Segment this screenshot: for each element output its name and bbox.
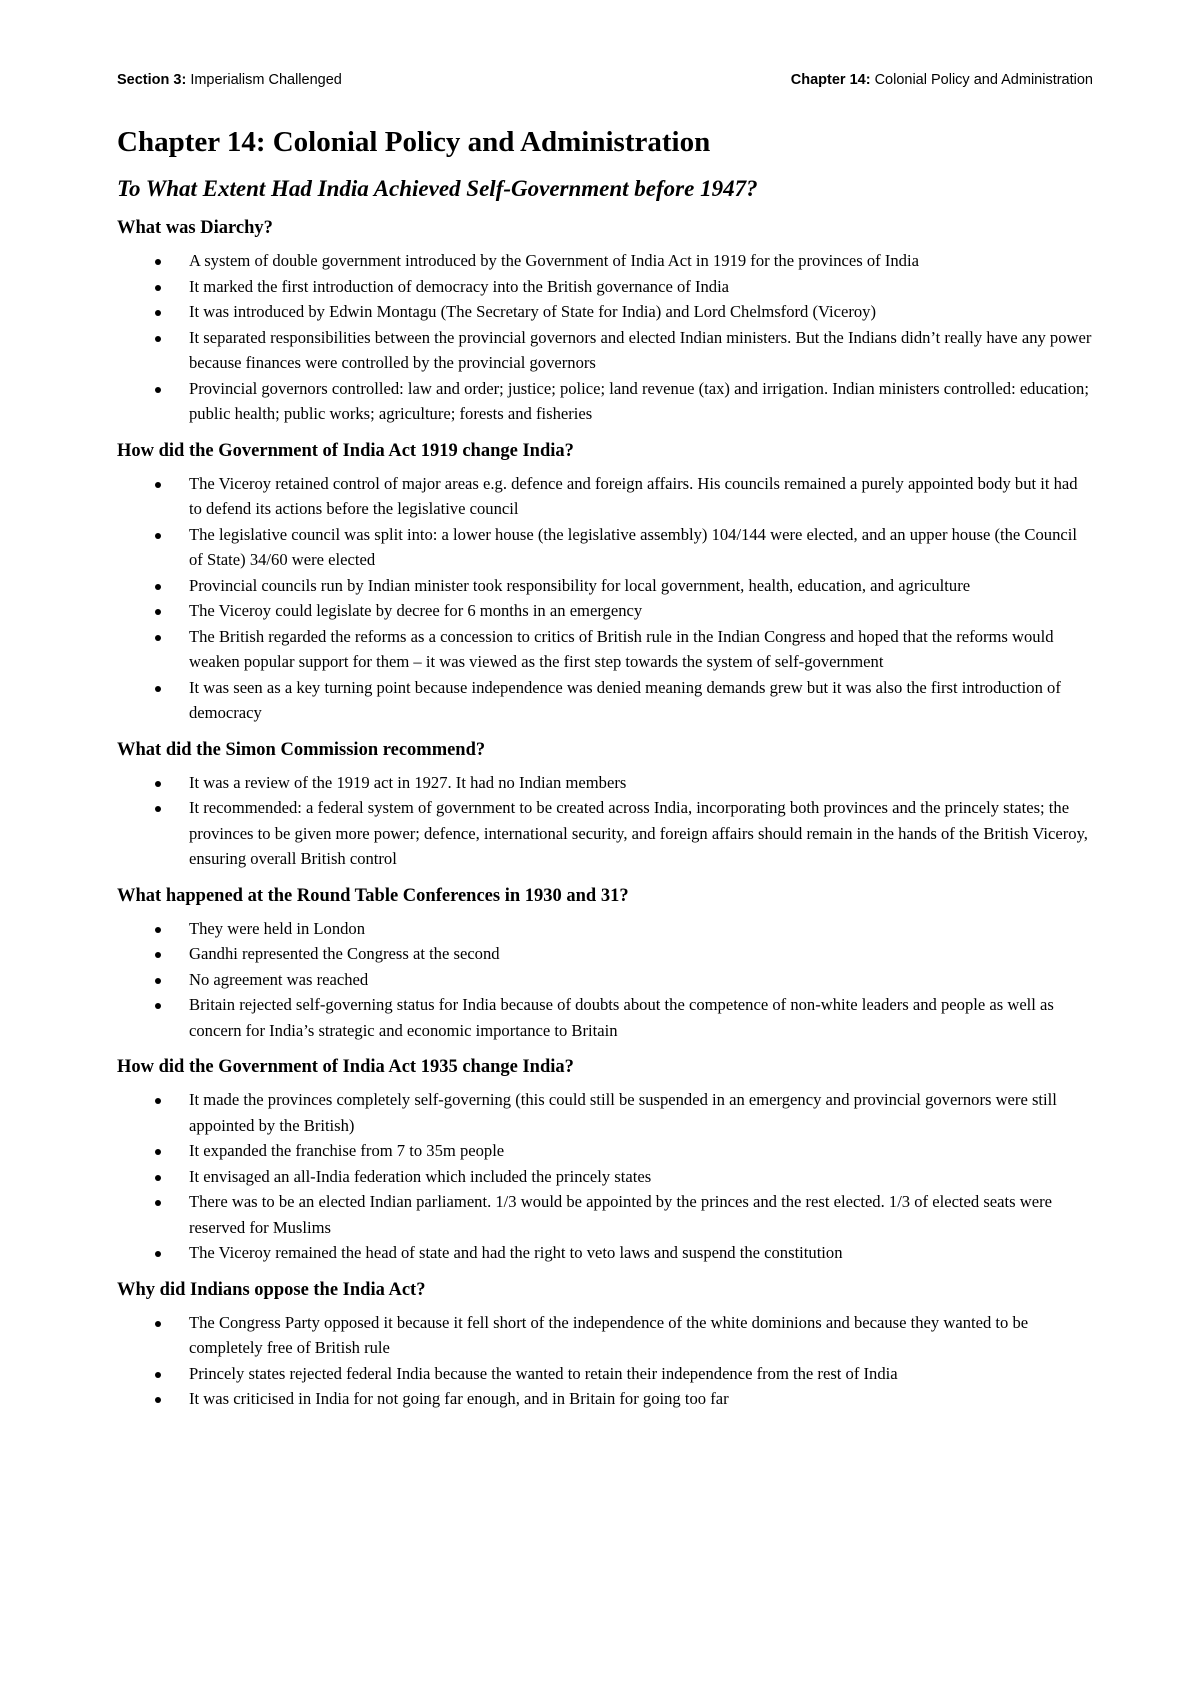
bullet-item [117, 1164, 1093, 1190]
bullet-item [117, 1240, 1093, 1266]
bullet-item [117, 573, 1093, 599]
bullet-text: The legislative council was split into: a lower house (the legislative assembly) 104/144 were elected, and an upper house (the Council of State) 34/60 were elected [189, 524, 1077, 569]
header-right [791, 70, 1093, 90]
bullet-text: The Viceroy remained the head of state and had the right to veto laws and suspend the constitution [189, 1243, 843, 1262]
bullet-item [117, 770, 1093, 796]
bullet-dot-icon [155, 635, 161, 641]
section-heading: How did the Government of India Act 1935 change India? [117, 1057, 574, 1077]
bullet-text: It envisaged an all-India federation which included the princely states [189, 1166, 652, 1186]
bullet-dot-icon [155, 1200, 161, 1206]
bullet-text: It recommended: a federal system of government to be created across India, incorporating both provinces and the princely states; the provinces to be given more power; defence, international security, and foreign affairs should remain in the hands of the British Viceroy, ensuring overall British control [189, 798, 1088, 868]
bullet-dot-icon [155, 336, 161, 342]
bullet-item [117, 624, 1093, 675]
bullet-item [117, 522, 1093, 573]
bullet-item [117, 941, 1093, 967]
bullet-text: It made the provinces completely self-governing (this could still be suspended in an emergency and provincial governors were still appointed by the British) [189, 1090, 1057, 1135]
bullet-list [117, 770, 1093, 872]
bullet-dot-icon [155, 310, 161, 316]
bullet-dot-icon [155, 387, 161, 393]
section-heading: What was Diarchy? [117, 218, 273, 238]
section-heading: What happened at the Round Table Conferences in 1930 and 31? [117, 885, 629, 906]
bullet-item [117, 274, 1093, 300]
bullet-list [117, 916, 1093, 1044]
bullet-item [117, 992, 1093, 1043]
section [117, 884, 1093, 1044]
bullet-text: The Viceroy retained control of major areas e.g. defence and foreign affairs. His councils remained a purely appointed body but it had to defend its actions before the legislative council [189, 473, 1078, 518]
bullet-text: It was criticised in India for not going far enough, and in Britain for going too far [189, 1389, 729, 1408]
section [117, 216, 1093, 427]
bullet-dot-icon [155, 1251, 161, 1257]
bullet-item [117, 325, 1093, 376]
bullet-list [117, 1087, 1093, 1266]
running-header [117, 70, 1093, 90]
bullet-list [117, 1310, 1093, 1412]
bullet-dot-icon [155, 1003, 161, 1009]
bullet-text: Princely states rejected federal India because the wanted to retain their independence from the rest of India [189, 1363, 898, 1383]
bullet-item [117, 248, 1093, 274]
bullet-dot-icon [155, 686, 161, 692]
bullet-text: There was to be an elected Indian parliament. 1/3 would be appointed by the princes and the rest elected. 1/3 of elected seats were reserved for Muslims [189, 1192, 1052, 1237]
chapter-title: Chapter 14: Colonial Policy and Administration [117, 126, 711, 158]
bullet-dot-icon [155, 1397, 161, 1403]
bullet-item [117, 598, 1093, 624]
bullet-text: It was a review of the 1919 act in 1927. It had no Indian members [189, 772, 627, 792]
bullet-dot-icon [155, 1175, 161, 1181]
header-section-title: Imperialism Challenged [186, 72, 342, 88]
header-section-label: Section 3: [117, 72, 187, 88]
bullet-text: Gandhi represented the Congress at the second [189, 944, 500, 963]
bullet-text: It was introduced by Edwin Montagu (The Secretary of State for India) and Lord Chelmsford (Viceroy) [189, 302, 876, 321]
bullet-item [117, 1386, 1093, 1412]
header-chapter-label: Chapter 14: [790, 72, 871, 88]
bullet-item [117, 1138, 1093, 1164]
bullet-list [117, 248, 1093, 427]
bullet-text: The Congress Party opposed it because it fell short of the independence of the white dominions and because they wanted to be completely free of British rule [189, 1312, 1029, 1357]
bullet-item [117, 1189, 1093, 1240]
bullet-text: Provincial councils run by Indian minister took responsibility for local government, health, education, and agriculture [189, 575, 971, 595]
bullet-item [117, 471, 1093, 522]
bullet-item [117, 376, 1093, 427]
section-heading: What did the Simon Commission recommend? [117, 739, 486, 760]
bullet-list [117, 471, 1093, 726]
section-heading: How did the Government of India Act 1919 change India? [117, 440, 574, 461]
bullet-dot-icon [155, 1321, 161, 1327]
section [117, 738, 1093, 872]
bullet-text: Britain rejected self-governing status for India because of doubts about the competence of non-white leaders and people as well as concern for India’s strategic and economic importance to Britain [189, 995, 1054, 1040]
bullet-dot-icon [155, 285, 161, 291]
bullet-item [117, 795, 1093, 872]
chapter-subtitle: To What Extent Had India Achieved Self-Government before 1947? [117, 176, 758, 201]
bullet-text: A system of double government introduced by the Government of India Act in 1919 for the provinces of India [189, 251, 919, 270]
section-heading: Why did Indians oppose the India Act? [117, 1279, 426, 1300]
bullet-item [117, 1361, 1093, 1387]
bullet-item [117, 967, 1093, 993]
bullet-text: Provincial governors controlled: law and order; justice; police; land revenue (tax) and irrigation. Indian ministers controlled: education; public health; public works; agriculture; forests and fisheries [189, 378, 1089, 423]
bullet-dot-icon [155, 806, 161, 812]
header-left [117, 70, 342, 90]
bullet-text: No agreement was reached [189, 969, 369, 989]
bullet-dot-icon [155, 259, 161, 265]
bullet-item [117, 916, 1093, 942]
bullet-dot-icon [155, 927, 161, 933]
bullet-dot-icon [155, 584, 161, 590]
bullet-dot-icon [155, 952, 161, 958]
bullet-dot-icon [155, 781, 161, 787]
section [117, 1278, 1093, 1412]
sections-container [117, 216, 1093, 1412]
header-chapter-title: Colonial Policy and Administration [870, 72, 1093, 88]
bullet-text: They were held in London [189, 918, 366, 938]
bullet-dot-icon [155, 609, 161, 615]
bullet-item [117, 1310, 1093, 1361]
bullet-dot-icon [155, 1098, 161, 1104]
bullet-item [117, 675, 1093, 726]
bullet-item [117, 299, 1093, 325]
document-page [117, 70, 1093, 1412]
bullet-text: It was seen as a key turning point because independence was denied meaning demands grew but it was also the first introduction of democracy [189, 677, 1061, 722]
bullet-text: The Viceroy could legislate by decree for 6 months in an emergency [189, 601, 643, 620]
bullet-dot-icon [155, 1149, 161, 1155]
bullet-dot-icon [155, 533, 161, 539]
bullet-text: It separated responsibilities between the provincial governors and elected Indian ministers. But the Indians didn’t really have any power because finances were controlled by the provincial governors [189, 327, 1092, 372]
section [117, 1055, 1093, 1266]
bullet-dot-icon [155, 482, 161, 488]
bullet-item [117, 1087, 1093, 1138]
bullet-dot-icon [155, 1372, 161, 1378]
bullet-text: It marked the first introduction of democracy into the British governance of India [189, 276, 730, 296]
bullet-text: It expanded the franchise from 7 to 35m people [189, 1141, 505, 1160]
bullet-text: The British regarded the reforms as a concession to critics of British rule in the Indian Congress and hoped that the reforms would weaken popular support for them – it was viewed as the first step towards the system of self-government [189, 626, 1054, 671]
section [117, 439, 1093, 726]
bullet-dot-icon [155, 978, 161, 984]
